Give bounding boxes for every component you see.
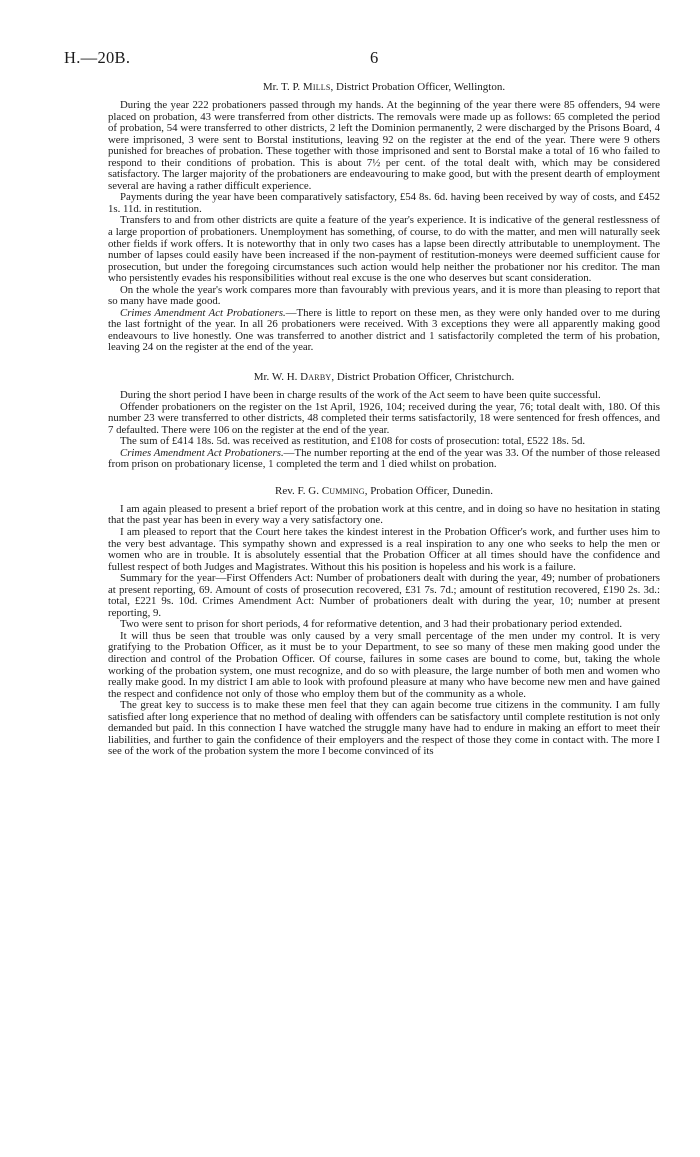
heading-suffix: , District Probation Officer, Wellington. (330, 81, 506, 93)
page-header (64, 48, 660, 68)
paragraph: Payments during the year have been comparatively satisfactory, £54 8s. 6d. having been received by way of costs, and £452 1s. 11d. in restitution. (108, 191, 660, 215)
italic-subheading: Crimes Amendment Act Probationers. (120, 306, 286, 319)
heading-suffix: , District Probation Officer, Christchurch. (331, 371, 515, 384)
paragraph: I am pleased to report that the Court here takes the kindest interest in the Probation Officer's work, and further uses him to the very best advantage. This sympathy shown and expressed is a real inspiration to any one who seeks to help the men or women who are in trouble. It is absolutely essential that the Probation Officer at all times should have the confidence and fullest respect of both Judges and Magistrates. Without this his position is hopeless and his work is a failure. (108, 525, 660, 573)
paragraph: During the year 222 probationers passed through my hands. At the beginning of the year there were 85 offenders, 94 were placed on probation, 43 were transferred from other districts. The removals were made up as follows: 65 completed the period of probation, 54 were transferred to other districts, 2 left the Dominion permanently, 2 were discharged by the Prisons Board, 4 were imprisoned, 3 were sent to Borstal institutions, leaving 92 on the register at the end of the year. There were 9 others punished for breaches of probation. These together with those imprisoned and sent to Borstal make a total of 16 who failed to respond to their conditions of probation. This is about 7½ per cent. of the total dealt with, which may be considered satisfactory. The larger majority of the probationers are endeavouring to make good, but with the present dearth of employment several are having a rather difficult experience. (108, 99, 660, 192)
paragraph (108, 308, 660, 354)
heading-suffix: , Probation Officer, Dunedin. (364, 484, 493, 497)
document-code: H.—20B. (64, 48, 131, 67)
paragraph: Summary for the year—First Offenders Act: Number of probationers dealt with during the year, 49; number of probationers at present reporting, 69. Amount of costs of prosecution recovered, £31 7s. 7d.; amount of restitution recovered, £190 2s. 3d.: total, £221 9s. 10d. Crimes Amendment Act: Number of probationers dealt with during the year, 10; number at present reporting, 9. (108, 572, 660, 619)
heading-prefix: Mr. W. H. (253, 371, 301, 384)
paragraph: During the short period I have been in charge results of the work of the Act seem to have been quite successful. (120, 389, 601, 402)
page-number: 6 (370, 48, 379, 67)
paragraph (108, 448, 660, 471)
report-body (108, 81, 660, 758)
section-heading-wellington (108, 81, 660, 93)
paragraph: It will thus be seen that trouble was only caused by a very small percentage of the men under my control. It is very gratifying to the Probation Officer, as it must be to your Department, to see so many of these men making good under the direction and control of the Probation Officer. Of course, failures in some cases are bound to come, but, taking the whole working of the probation system, one must recognize, and do so with pleasure, the large number of both men and women who really make good. In my district I am able to look with profound pleasure at many who have become new men and have gained the respect and confidence not only of those who employ them but of the community as a whole. (108, 629, 660, 700)
paragraph: The sum of £414 18s. 5d. was received as restitution, and £108 for costs of prosecution: total, £522 18s. 5d. (120, 435, 586, 448)
heading-prefix: Mr. T. P. (262, 81, 303, 93)
officer-name: Darby (300, 371, 332, 384)
section-heading-dunedin (108, 485, 660, 497)
paragraph-text: —The number reporting at the end of the year was 33. Of the number of those released from prison on probationary license, 1 completed the term and 1 died whilst on probation. (108, 446, 660, 471)
paragraph: Transfers to and from other districts are quite a feature of the year's experience. It is indicative of the general restlessness of a large proportion of probationers. Unemployment has something, of course, to do with the matter, and men will naturally seek other fields if work offers. It is noteworthy that in only two cases has a lapse been directly attributable to unemployment. The number of lapses could easily have been increased if the non-payment of restitution-moneys were deemed sufficient cause for prosecution, but under the foregoing circumstances such action would help neither the probationer nor his creditor. The man who persistently evades his responsibilities without real excuse is the one who deserves but scant consideration. (108, 214, 660, 285)
officer-name: Mills (302, 81, 331, 93)
italic-subheading: Crimes Amendment Act Probationers. (120, 446, 284, 459)
paragraph: I am again pleased to present a brief report of the probation work at this centre, and in doing so have no hesitation in stating that the past year has been in every way a very satisfactory one. (108, 502, 660, 527)
paragraph: Two were sent to prison for short periods, 4 for reformative detention, and 3 had their probationary period extended. (120, 618, 623, 631)
officer-name: Cumming (321, 484, 365, 497)
paragraph: On the whole the year's work compares more than favourably with previous years, and it is more than pleasing to report that so many have made good. (108, 283, 660, 308)
paragraph: The great key to success is to make these men feel that they can again become true citizens in the community. I am fully satisfied after long experience that no method of dealing with offenders can be satisfactory until complete restitution is not only demanded but paid. In this connection I have watched the struggle many have had to endure in making an effort to meet their liabilities, and further to gain the confidence of their employers and the respect of those they come in contact with. The more I see of the work of the probation system the more I become convinced of its (108, 699, 660, 758)
paragraph: Offender probationers on the register on the 1st April, 1926, 104; received during the year, 76; total dealt with, 180. Of this number 23 were transferred to other districts, 48 completed their terms satisfactorily, 18 were sentenced for fresh offences, and 7 defaulted. There were 106 on the register at the end of the year. (108, 400, 660, 436)
paragraph-text: —There is little to report on these men, as they were only handed over to me during the last fortnight of the year. In all 26 probationers were received. With 3 exceptions they were all apparently making good endeavours to live honestly. One was transferred to another district and 1 satisfactorily completed the term of his probation, leaving 24 on the register at the end of the year. (108, 306, 660, 354)
section-heading-christchurch (108, 371, 660, 383)
heading-prefix: Rev. F. G. (275, 484, 322, 497)
